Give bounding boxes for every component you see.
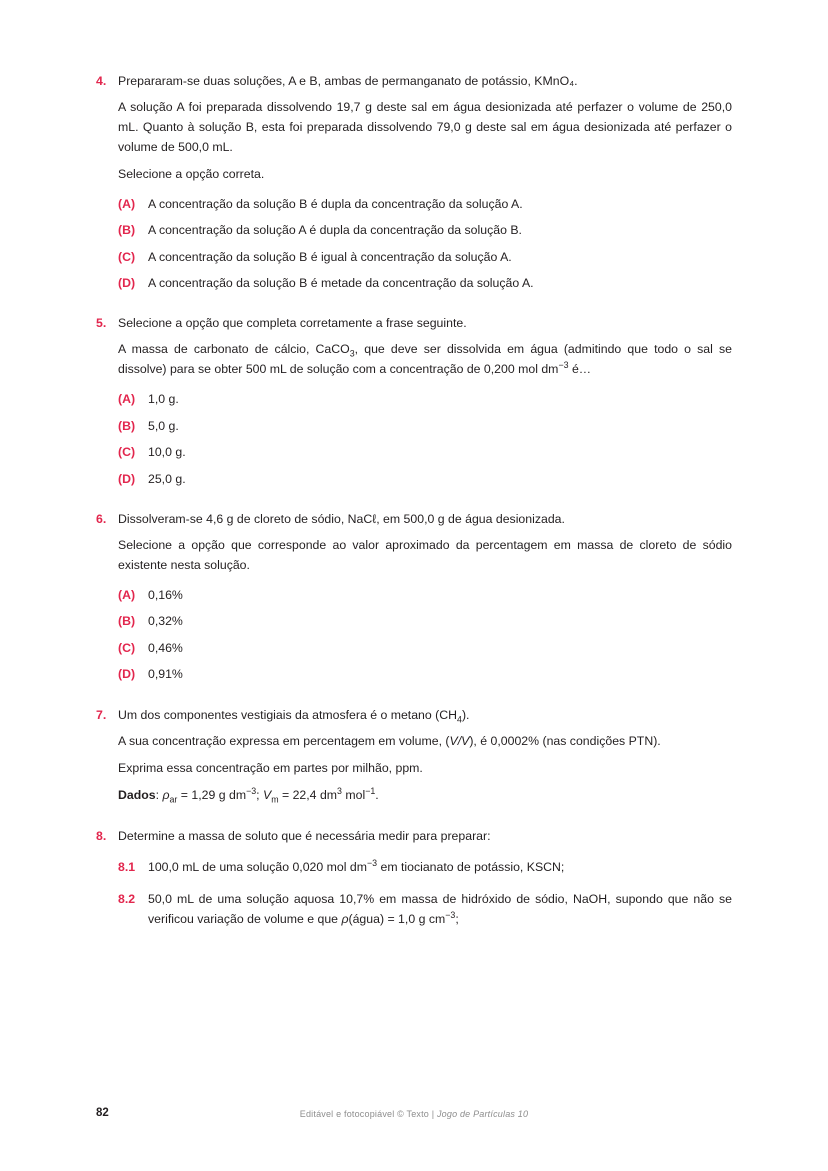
option-text: 0,16% [148, 587, 183, 602]
subquestion-number: 8.1 [118, 860, 136, 875]
question-block-6 [96, 510, 732, 684]
footer-credit-text: Editável e fotocopiável © Texto | [299, 1109, 437, 1119]
subquestion-text: 100,0 mL de uma solução 0,020 mol $dm^{-3}$ em tiocianato de potássio, KSCN; [148, 858, 565, 875]
question-stem: Selecione a opção que completa corretamente a frase seguinte. [118, 316, 467, 331]
page-content [96, 72, 732, 951]
option-item[interactable] [118, 248, 732, 266]
option-item[interactable] [118, 586, 732, 604]
option-text: A concentração da solução B é igual à concentração da solução A. [148, 249, 512, 264]
question-heading [96, 314, 732, 333]
options-list [96, 390, 732, 488]
question-block-8 [96, 827, 732, 929]
page-number: 82 [96, 1107, 109, 1119]
option-item[interactable] [118, 612, 732, 630]
question-number: 7. [96, 707, 107, 722]
options-list [96, 586, 732, 684]
option-text: A concentração da solução B é metade da concentração da solução A. [148, 275, 534, 290]
question-number: 6. [96, 512, 107, 527]
option-letter: (D) [118, 275, 136, 290]
question-number: 8. [96, 829, 107, 844]
subquestion-text: 50,0 mL de uma solução aquosa 10,7% em massa de hidróxido de sódio, NaOH, supondo que não se verificou variação de volume e que ρ(água) = 1,0 g $cm^{-3}$; [148, 892, 732, 926]
option-letter: (C) [118, 249, 136, 264]
question-number: 5. [96, 316, 107, 331]
footer-book-title: Jogo de Partículas 10 [436, 1109, 529, 1119]
option-text: 10,0 g. [148, 445, 186, 460]
option-text: 25,0 g. [148, 471, 186, 486]
option-text: 0,46% [148, 640, 183, 655]
footer-credit [96, 1109, 732, 1119]
option-item[interactable] [118, 221, 732, 239]
question-data-line: Dados: $\rho_{ar} = 1,29$ g $dm^{-3}$; $V_m = 22,4$ $dm^3$ mol$^{-1}$. [118, 785, 379, 804]
option-text: 0,91% [148, 667, 183, 682]
question-paragraph: A massa de carbonato de cálcio, CaCO$_3$, que deve ser dissolvida em água (admitindo que todo o sal se dissolve) para se obter 500 mL de solução com a concentração de 0,200 mol $dm^{-3}$ é… [118, 342, 733, 377]
question-paragraph: Selecione a opção que corresponde ao valor aproximado da percentagem em massa de cloreto de sódio existente nesta solução. [118, 538, 732, 572]
option-text: 1,0 g. [148, 392, 179, 407]
subquestion-number: 8.2 [118, 892, 136, 907]
option-text: 0,32% [148, 614, 183, 629]
subquestion-item [118, 890, 732, 929]
option-letter: (B) [118, 418, 136, 433]
option-letter: (B) [118, 614, 136, 629]
question-block-4 [96, 72, 732, 292]
option-letter: (C) [118, 640, 136, 655]
option-text: A concentração da solução A é dupla da concentração da solução B. [148, 223, 522, 238]
option-item[interactable] [118, 417, 732, 435]
subquestion-item [118, 858, 732, 878]
question-stem: Dissolveram-se 4,6 g de cloreto de sódio, NaCℓ, em 500,0 g de água desionizada. [118, 512, 565, 527]
question-stem: Determine a massa de soluto que é necessária medir para preparar: [118, 829, 491, 844]
option-letter: (B) [118, 223, 136, 238]
question-instruction: Selecione a opção correta. [118, 166, 265, 181]
question-stem: Prepararam-se duas soluções, A e B, ambas de permanganato de potássio, KMnO₄. [118, 74, 578, 88]
question-heading [96, 72, 732, 91]
option-item[interactable] [118, 639, 732, 657]
option-item[interactable] [118, 470, 732, 488]
option-letter: (A) [118, 196, 136, 211]
option-text: A concentração da solução B é dupla da concentração da solução A. [148, 196, 523, 211]
option-item[interactable] [118, 665, 732, 683]
option-letter: (C) [118, 445, 136, 460]
question-line: Exprima essa concentração em partes por milhão, ppm. [118, 760, 423, 775]
option-item[interactable] [118, 195, 732, 213]
page-footer [96, 1107, 732, 1123]
option-text: 5,0 g. [148, 418, 179, 433]
question-number: 4. [96, 74, 107, 88]
option-item[interactable] [118, 443, 732, 461]
option-item[interactable] [118, 390, 732, 408]
question-heading [96, 510, 732, 529]
question-stem: Um dos componentes vestigiais da atmosfera é o metano $(CH_4)$. [118, 707, 470, 725]
question-line: A sua concentração expressa em percentagem em volume, (V/V), é 0,0002% (nas condições PTN). [118, 733, 661, 748]
option-letter: (D) [118, 667, 136, 682]
question-block-5 [96, 314, 732, 488]
option-letter: (A) [118, 587, 136, 602]
question-paragraph: A solução A foi preparada dissolvendo 19,7 g deste sal em água desionizada até perfazer o volume de 250,0 mL. Quanto à solução B, esta foi preparada dissolvendo 79,0 g deste sal em água desionizada até perfazer o volume de 500,0 mL. [118, 100, 732, 154]
question-heading [96, 706, 732, 725]
option-letter: (A) [118, 392, 136, 407]
options-list [96, 195, 732, 293]
question-block-7 [96, 706, 732, 806]
option-item[interactable] [118, 274, 732, 292]
question-heading [96, 827, 732, 846]
option-letter: (D) [118, 471, 136, 486]
